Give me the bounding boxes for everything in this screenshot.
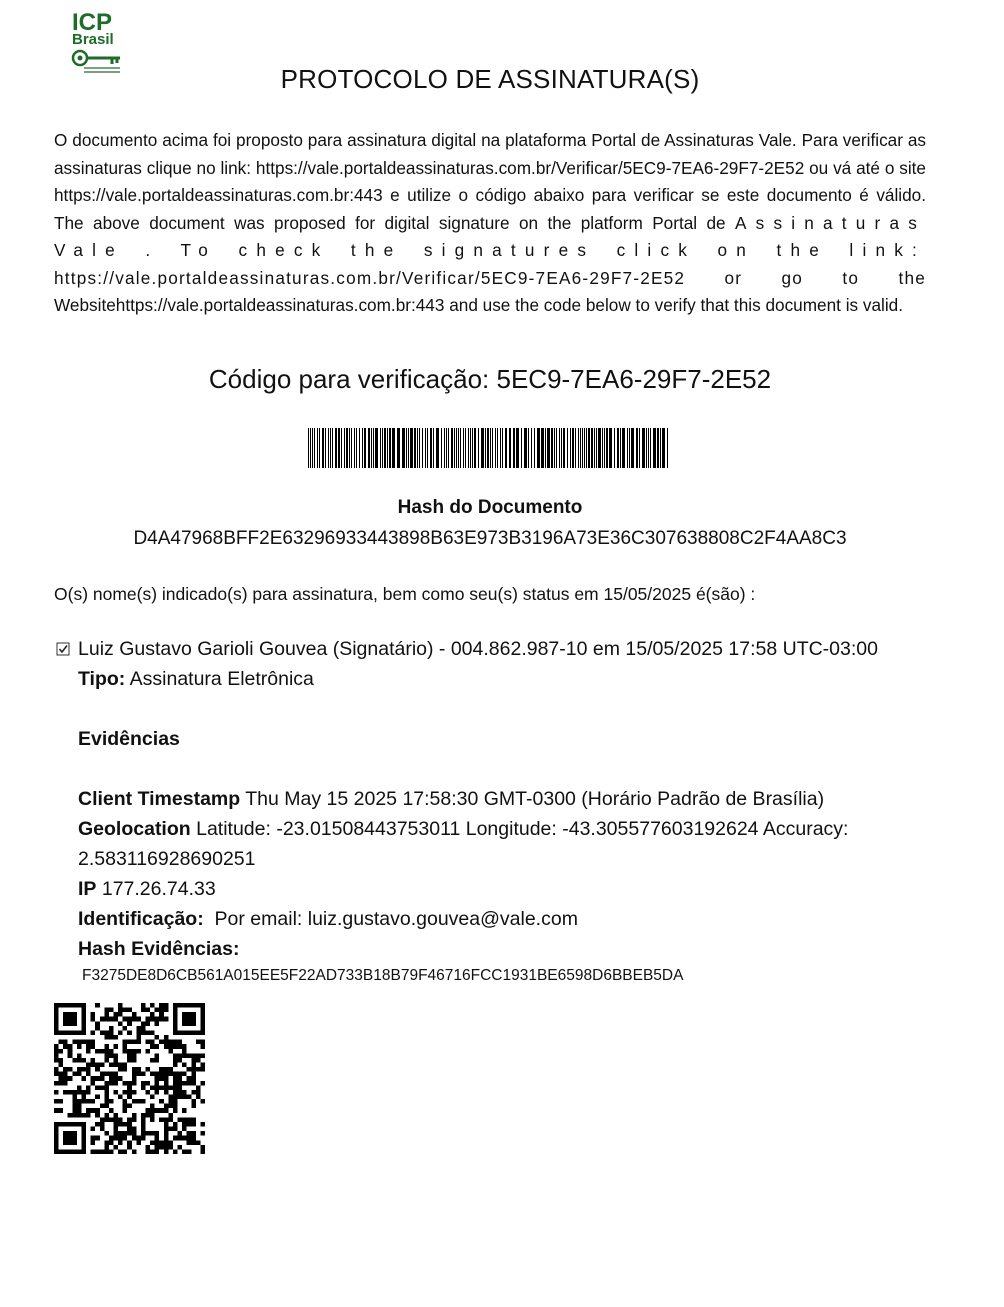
status-line: O(s) nome(s) indicado(s) para assinatura, bem como seu(s) status em 15/05/2025 é(são) : xyxy=(54,584,756,604)
client-timestamp-label: Client Timestamp xyxy=(78,788,241,810)
verification-code: Código para verificação: 5EC9-7EA6-29F7-2E52 xyxy=(208,364,772,394)
ip xyxy=(78,874,958,904)
evidencias-heading xyxy=(78,724,958,754)
document-hash-value: D4A47968BFF2E63296933443898B63E973B3196A73E36C307638808C2F4AA8C3 xyxy=(133,528,847,549)
intro-paragraph xyxy=(54,127,926,320)
hash-evidencias-value: F3275DE8D6CB561A015EE5F22AD733B18B79F46716FCC1931BE6598D6BBEB5DA xyxy=(82,967,684,984)
checked-icon xyxy=(56,642,70,656)
geolocation xyxy=(78,814,958,874)
signer-type xyxy=(78,664,958,694)
intro-part-3: https://vale.portaldeassinaturas.com.br/Verificar/5EC9-7EA6-29F7-2E52 or go to the xyxy=(54,267,926,288)
identificacao xyxy=(78,904,958,934)
signer-line: Luiz Gustavo Garioli Gouvea (Signatário) - 004.862.987-10 em 15/05/2025 17:58 UTC-03:00 xyxy=(78,638,878,660)
barcode xyxy=(308,428,672,468)
tipo-label: Tipo: xyxy=(78,668,126,690)
signer-block xyxy=(78,634,958,988)
intro-part-2: Assinaturas Vale . To check the signatures click on the link: xyxy=(54,212,926,260)
evidencias-label: Evidências xyxy=(78,728,180,750)
ip-value: 177.26.74.33 xyxy=(101,878,216,900)
intro-part-4: Websitehttps://vale.portaldeassinaturas.com.br:443 and use the code below to verify that this document is valid. xyxy=(54,295,904,315)
svg-text:Brasil: Brasil xyxy=(72,31,114,48)
ip-label: IP xyxy=(78,878,97,900)
identificacao-label: Identificação: xyxy=(78,908,204,930)
hash-evidencias-label: Hash Evidências: xyxy=(78,938,240,960)
identificacao-value: Por email: luiz.gustavo.gouvea@vale.com xyxy=(214,908,578,930)
document-hash-title: Hash do Documento xyxy=(397,497,583,518)
client-timestamp-value: Thu May 15 2025 17:58:30 GMT-0300 (Horário Padrão de Brasília) xyxy=(245,788,825,810)
intro-part-1: O documento acima foi proposto para assinatura digital na plataforma Portal de Assinaturas Vale. Para verificar as assinaturas clique no link: https://vale.portaldeassinaturas.com.br/Verificar/5EC9-7EA6-29F7-2E52 ou vá até o site https://vale.portaldeassinaturas.com.br:443 e utilize o código abaixo para verificar se este documento é válido. The above document was proposed for digital signature on the platform Portal de xyxy=(54,130,926,233)
geolocation-label: Geolocation xyxy=(78,818,191,840)
geolocation-value: Latitude: -23.01508443753011 Longitude: -43.305577603192624 Accuracy: 2.583116928690251 xyxy=(78,818,849,870)
svg-text:ICP: ICP xyxy=(72,9,113,36)
hash-evidencias-heading xyxy=(78,934,958,964)
qr-code xyxy=(54,1003,205,1154)
page-title: PROTOCOLO DE ASSINATURA(S) xyxy=(280,64,700,94)
client-timestamp xyxy=(78,784,958,814)
tipo-value: Assinatura Eletrônica xyxy=(129,668,314,690)
